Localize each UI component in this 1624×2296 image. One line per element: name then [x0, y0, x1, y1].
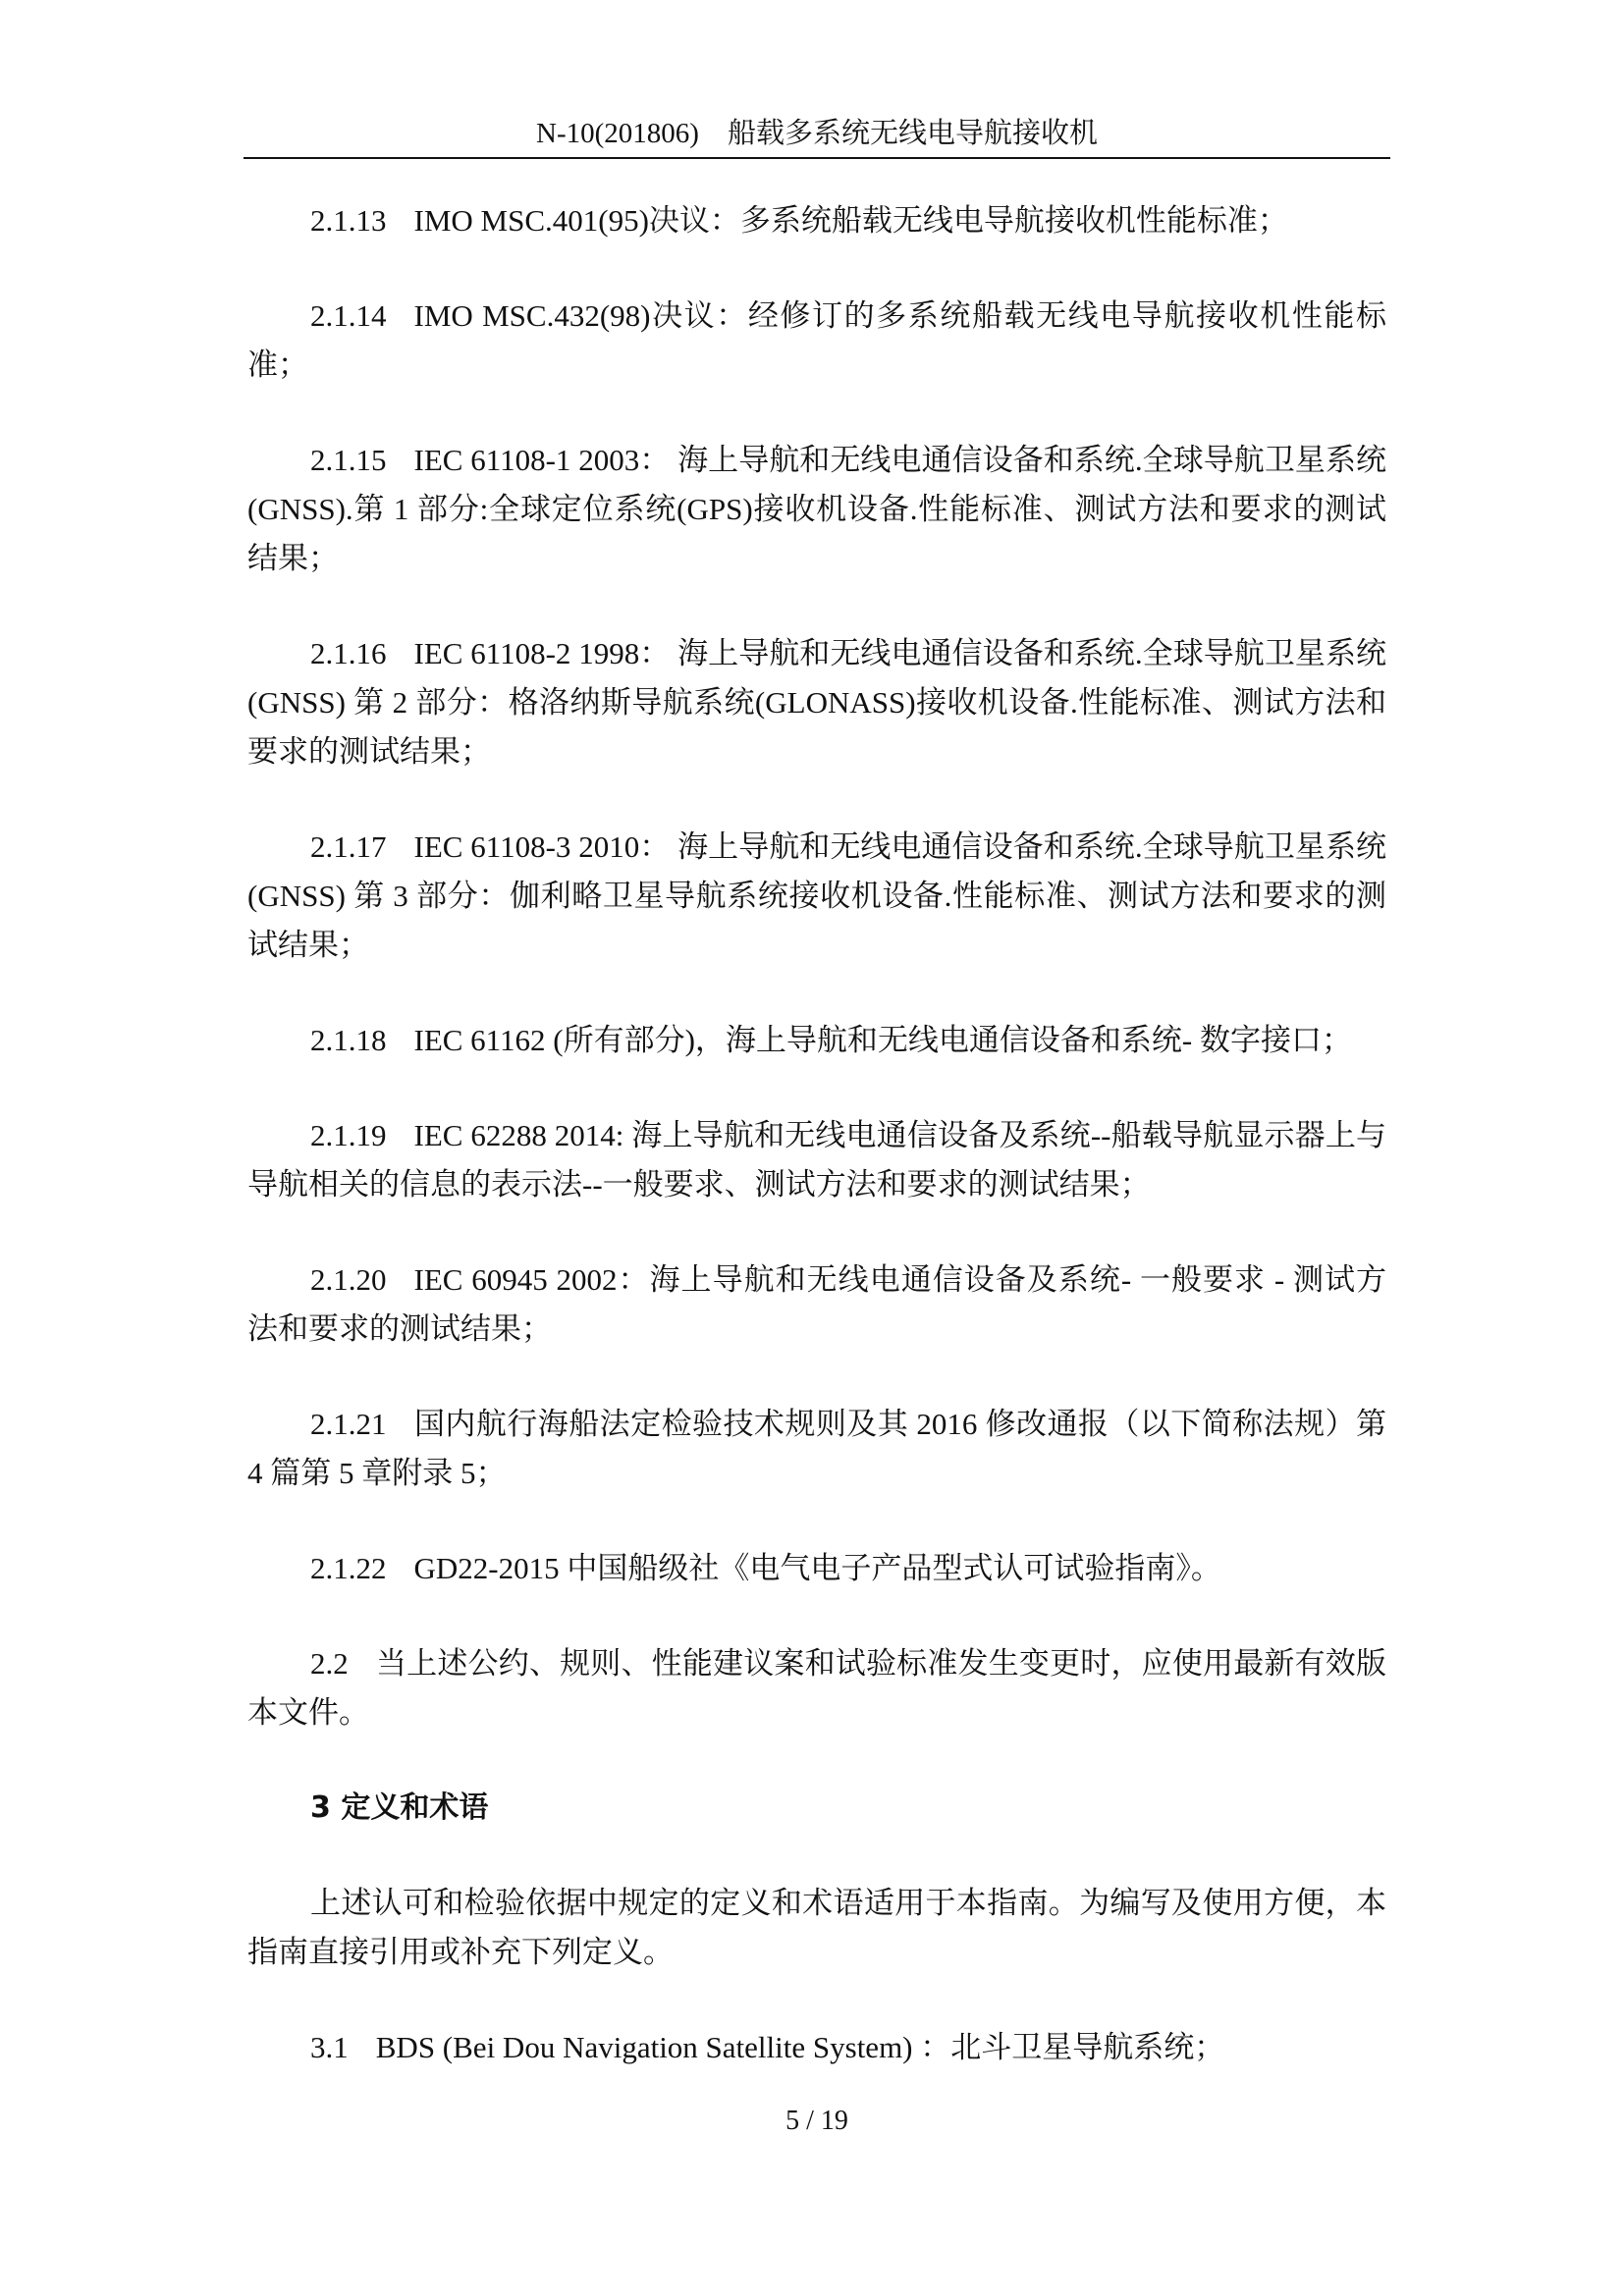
clause-text: IEC 62288 2014: 海上导航和无线电通信设备及系统--船载导航显示器上与导航相关的信息的表示法--一般要求、测试方法和要求的测试结果； — [247, 1118, 1386, 1201]
clause-2-1-17 — [247, 823, 1386, 970]
header-rule — [244, 157, 1390, 159]
clause-text: IMO MSC.432(98)决议：经修订的多系统船载无线电导航接收机性能标准； — [247, 298, 1386, 382]
clause-text: IEC 60945 2002：海上导航和无线电通信设备及系统- 一般要求 - 测试方法和要求的测试结果； — [247, 1262, 1386, 1346]
page-number: 5 / 19 — [785, 2106, 848, 2136]
clause-2-1-18 — [247, 1016, 1386, 1065]
clause-number: 2.1.21 — [310, 1407, 387, 1441]
clause-number: 2.2 — [310, 1646, 349, 1681]
section-3-title: 3 定义和术语 — [310, 1790, 489, 1825]
clause-text: IEC 61162 (所有部分)，海上导航和无线电通信设备和系统- 数字接口； — [413, 1023, 1353, 1057]
clause-text: IEC 61108-3 2010： 海上导航和无线电通信设备和系统.全球导航卫星系统(GNSS) 第 3 部分：伽利略卫星导航系统接收机设备.性能标准、测试方法和要求的测试结果； — [247, 829, 1386, 962]
clause-text: IMO MSC.401(95)决议：多系统船载无线电导航接收机性能标准； — [413, 203, 1288, 238]
document-body — [247, 196, 1386, 2118]
clause-text: GD22-2015 中国船级社《电气电子产品型式认可试验指南》。 — [413, 1551, 1221, 1585]
clause-number: 2.1.20 — [310, 1262, 387, 1297]
running-header: N-10(201806) 船载多系统无线电导航接收机 — [536, 118, 1098, 149]
clause-number: 2.1.16 — [310, 636, 387, 670]
clause-number: 2.1.18 — [310, 1023, 387, 1057]
clause-text: 当上述公约、规则、性能建议案和试验标准发生变更时，应使用最新有效版本文件。 — [247, 1646, 1386, 1730]
clause-text: IEC 61108-1 2003： 海上导航和无线电通信设备和系统.全球导航卫星系统(GNSS).第 1 部分:全球定位系统(GPS)接收机设备.性能标准、测试方法和要求的测试结果； — [247, 443, 1386, 575]
clause-text: BDS (Bei Dou Navigation Satellite System) ：北斗卫星导航系统； — [375, 2030, 1225, 2064]
clause-2-1-22 — [247, 1544, 1386, 1593]
clause-number: 2.1.15 — [310, 443, 387, 477]
clause-2-1-14 — [247, 292, 1386, 390]
section-3-intro: 上述认可和检验依据中规定的定义和术语适用于本指南。为编写及使用方便，本指南直接引用或补充下列定义。 — [247, 1886, 1386, 1969]
clause-number: 2.1.17 — [310, 829, 387, 864]
clause-number: 3.1 — [310, 2030, 349, 2064]
clause-text: IEC 61108-2 1998： 海上导航和无线电通信设备和系统.全球导航卫星系统(GNSS) 第 2 部分：格洛纳斯导航系统(GLONASS)接收机设备.性能标准、测试方法和要求的测试结果； — [247, 636, 1386, 769]
definition-3-1 — [247, 2023, 1386, 2072]
clause-number: 2.1.14 — [310, 298, 387, 333]
clause-number: 2.1.19 — [310, 1118, 387, 1152]
clause-2-2 — [247, 1639, 1386, 1737]
clause-2-1-19 — [247, 1111, 1386, 1209]
clause-2-1-21 — [247, 1400, 1386, 1498]
clause-number: 2.1.22 — [310, 1551, 387, 1585]
clause-2-1-13 — [247, 196, 1386, 245]
clause-2-1-16 — [247, 629, 1386, 776]
clause-text: 国内航行海船法定检验技术规则及其 2016 修改通报（以下简称法规）第 4 篇第 5 章附录 5； — [247, 1407, 1386, 1490]
clause-number: 2.1.13 — [310, 203, 387, 238]
clause-2-1-15 — [247, 436, 1386, 583]
clause-2-1-20 — [247, 1255, 1386, 1354]
